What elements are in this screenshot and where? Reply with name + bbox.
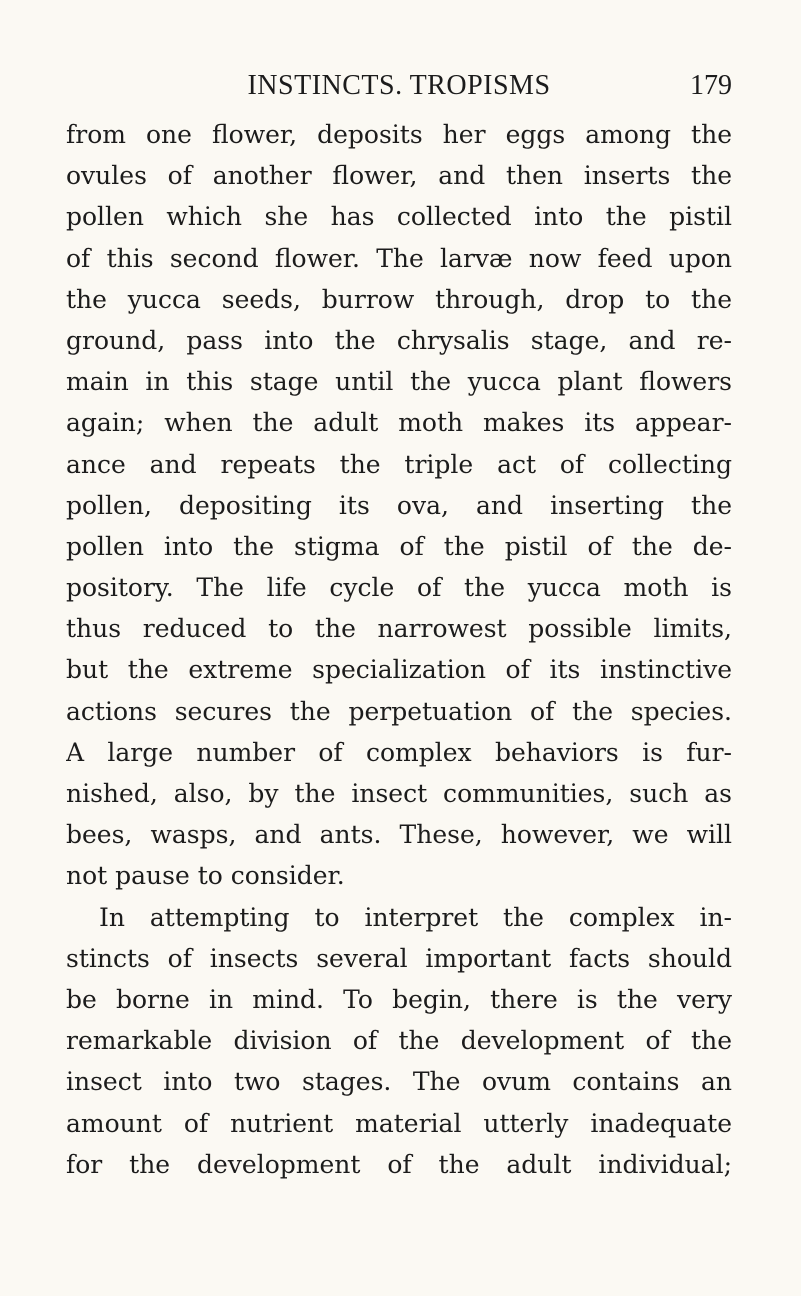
text-line: bees, wasps, and ants. These, however, we will bbox=[66, 820, 732, 850]
text-line: from one flower, deposits her eggs among the bbox=[66, 120, 732, 149]
text-line: again; when the adult moth makes its appear- bbox=[66, 408, 732, 438]
text-line: be borne in mind. To begin, there is the very bbox=[66, 984, 732, 1014]
text-line: for the development of the adult individual; bbox=[66, 1149, 732, 1179]
text-line: thus reduced to the narrowest possible limits, bbox=[66, 614, 732, 644]
text-line: amount of nutrient material utterly inadequate bbox=[66, 1108, 732, 1138]
text-line: pollen which she has collected into the pistil bbox=[66, 202, 732, 232]
text-line: insect into two stages. The ovum contains an bbox=[66, 1067, 732, 1097]
page-number: 179 bbox=[690, 70, 732, 101]
running-head bbox=[66, 66, 732, 106]
text-line: pollen into the stigma of the pistil of the de- bbox=[66, 531, 732, 561]
paragraph-start-line: In attempting to interpret the complex in- bbox=[99, 902, 732, 932]
text-line: pollen, depositing its ova, and inserting the bbox=[66, 490, 732, 520]
text-line: pository. The life cycle of the yucca moth is bbox=[66, 573, 732, 603]
running-title: INSTINCTS. TROPISMS bbox=[247, 70, 551, 101]
text-line: remarkable division of the development of the bbox=[66, 1026, 732, 1056]
paragraph-end-line: not pause to consider. bbox=[66, 861, 345, 891]
text-line: main in this stage until the yucca plant flowers bbox=[66, 367, 732, 397]
text-line: stincts of insects several important facts should bbox=[66, 943, 732, 973]
text-line: ovules of another flower, and then inserts the bbox=[66, 161, 732, 191]
text-line: ance and repeats the triple act of collecting bbox=[66, 449, 732, 479]
text-line: ground, pass into the chrysalis stage, and re- bbox=[66, 325, 732, 355]
body-text bbox=[66, 114, 732, 1185]
text-line: but the extreme specialization of its instinctive bbox=[66, 655, 732, 685]
text-line: A large number of complex behaviors is fur- bbox=[66, 737, 732, 767]
text-line: nished, also, by the insect communities, such as bbox=[66, 779, 732, 808]
text-line: actions secures the perpetuation of the species. bbox=[66, 696, 732, 726]
text-line: of this second flower. The larvæ now feed upon bbox=[66, 243, 732, 273]
text-line: the yucca seeds, burrow through, drop to the bbox=[66, 284, 732, 314]
